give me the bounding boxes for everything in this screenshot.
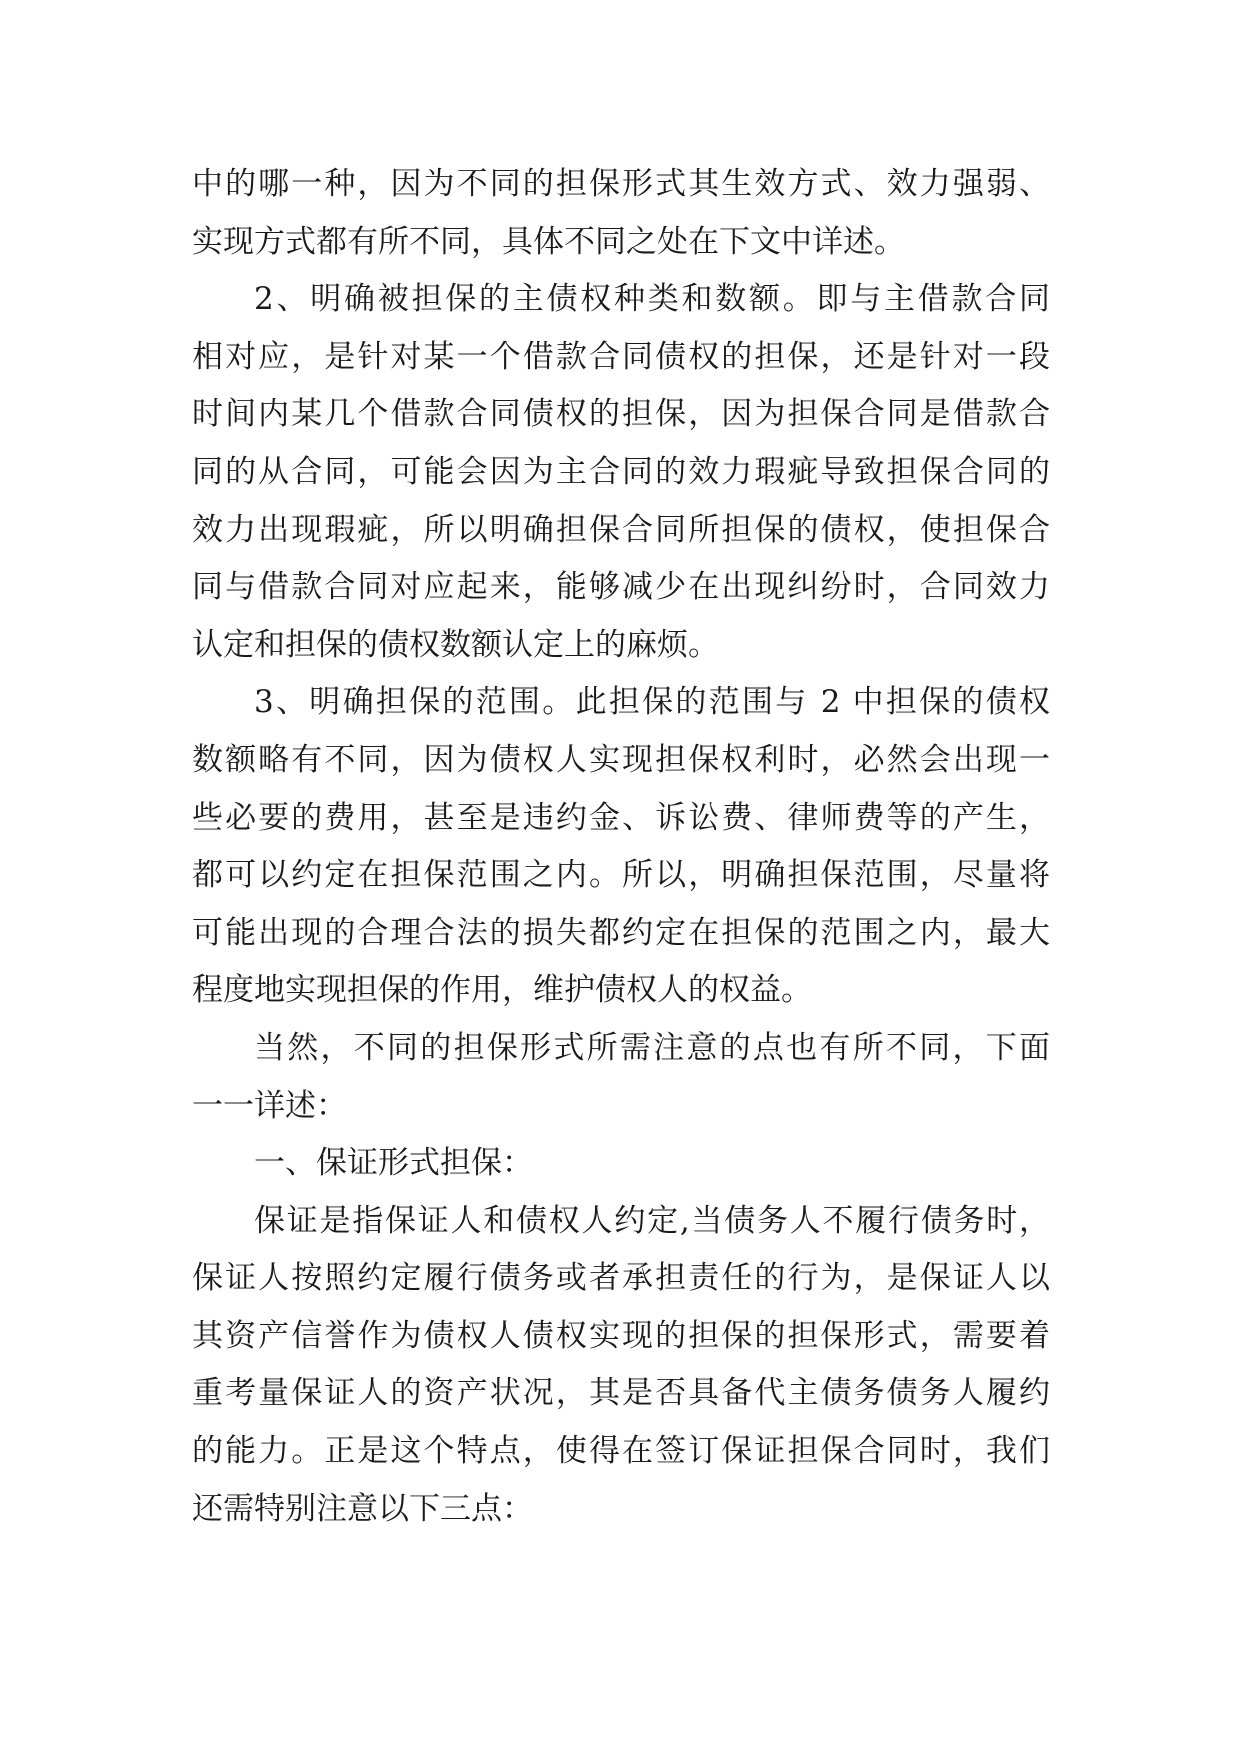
text-line: 还需特别注意以下三点： [192, 1490, 533, 1527]
text-line: 当然，不同的担保形式所需注意的点也有所不同，下面 [254, 1029, 1050, 1066]
text-line: 中的哪一种，因为不同的担保形式其生效方式、效力强弱、 [192, 166, 1050, 202]
paragraph-item-2 [192, 271, 1050, 674]
text-line: 程度地实现担保的作用，维护债权人的权益。 [192, 972, 812, 1009]
text-line: 一、保证形式担保： [254, 1145, 533, 1182]
paragraph-intro [192, 1020, 1050, 1135]
text-line: 些必要的费用，甚至是违约金、诉讼费、律师费等的产生， [192, 799, 1050, 836]
text-line: 认定和担保的债权数额认定上的麻烦。 [192, 626, 719, 663]
text-line: 相对应，是针对某一个借款合同债权的担保，还是针对一段 [192, 338, 1050, 375]
paragraph-heading-1 [192, 1135, 1050, 1193]
text-line: 同与借款合同对应起来，能够减少在出现纠纷时，合同效力 [192, 569, 1050, 606]
text-line: 效力出现瑕疵，所以明确担保合同所担保的债权，使担保合 [192, 511, 1050, 548]
text-line: 同的从合同，可能会因为主合同的效力瑕疵导致担保合同的 [192, 453, 1050, 490]
text-line: 重考量保证人的资产状况，其是否具备代主债务债务人履约 [192, 1375, 1050, 1412]
text-line: 其资产信誉作为债权人债权实现的担保的担保形式，需要着 [192, 1317, 1050, 1354]
text-line: 3、明确担保的范围。此担保的范围与 2 中担保的债权 [254, 684, 1050, 721]
text-line: 2、明确被担保的主债权种类和数额。即与主借款合同 [254, 281, 1050, 318]
paragraph-guarantee [192, 1193, 1050, 1539]
text-line: 保证是指保证人和债权人约定,当债务人不履行债务时， [254, 1202, 1050, 1239]
paragraph-continuation [192, 156, 1050, 271]
text-line: 时间内某几个借款合同债权的担保，因为担保合同是借款合 [192, 396, 1050, 433]
text-line: 实现方式都有所不同，具体不同之处在下文中详述。 [192, 223, 905, 260]
text-line: 可能出现的合理合法的损失都约定在担保的范围之内，最大 [192, 914, 1050, 951]
text-line: 都可以约定在担保范围之内。所以，明确担保范围，尽量将 [192, 857, 1050, 894]
text-line: 数额略有不同，因为债权人实现担保权利时，必然会出现一 [192, 741, 1050, 778]
text-line: 保证人按照约定履行债务或者承担责任的行为，是保证人以 [192, 1260, 1050, 1297]
text-line: 的能力。正是这个特点，使得在签订保证担保合同时，我们 [192, 1433, 1050, 1470]
document-body [192, 156, 1050, 1538]
text-line: 一一详述： [192, 1087, 347, 1124]
paragraph-item-3 [192, 674, 1050, 1020]
